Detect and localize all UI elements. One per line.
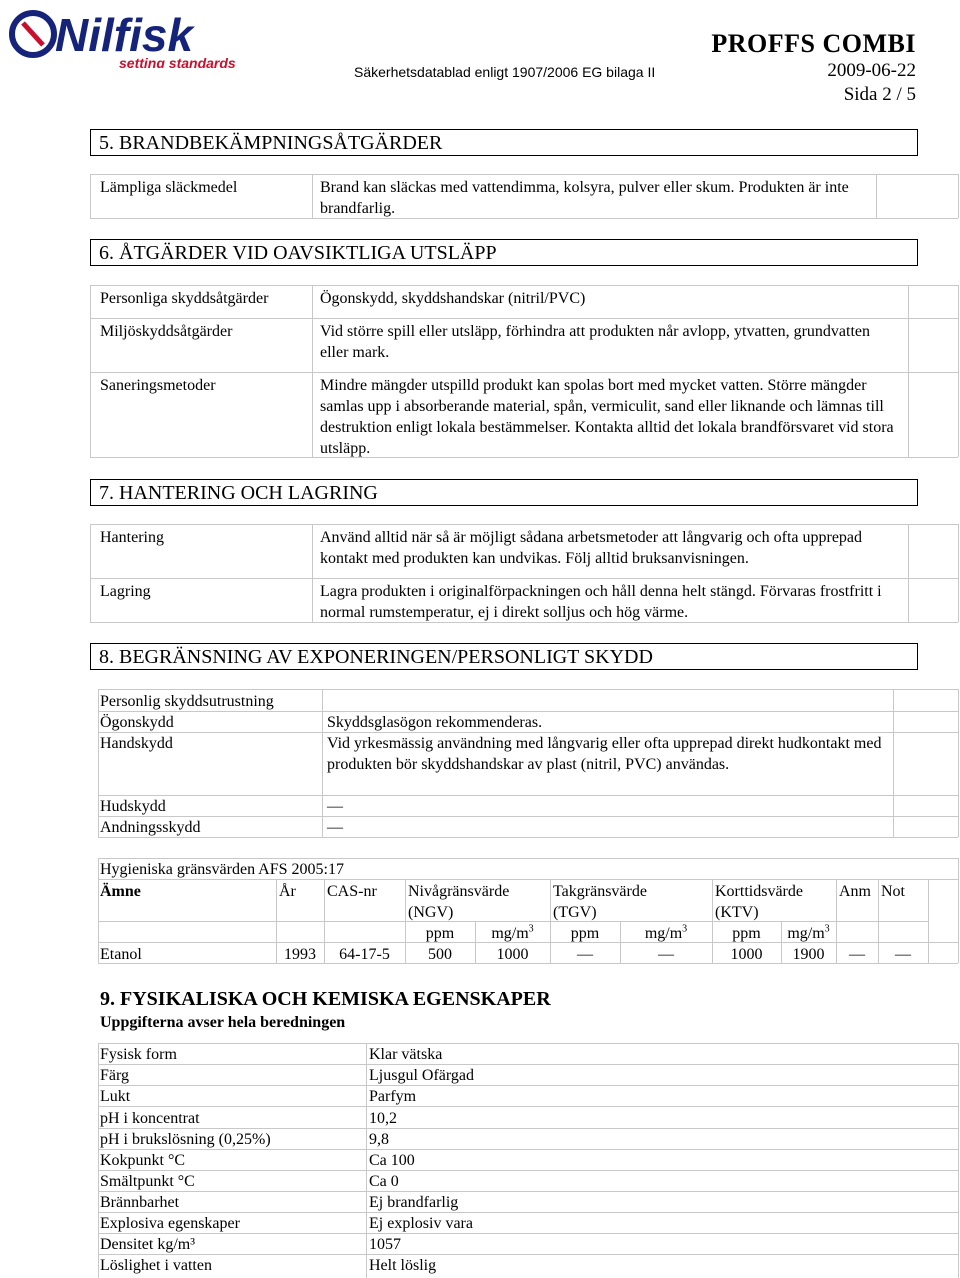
prop-label-5: pH i brukslösning (0,25%)	[100, 1131, 271, 1148]
hyg-ktv-mg: 1900	[792, 946, 825, 963]
s6-value-2: Vid större spill eller utsläpp, förhindra att produkten når avlopp, ytvatten, grundvatten eller mark.	[320, 323, 871, 361]
unit-ngv-mg: $mg/m^3$	[491, 923, 534, 942]
hyg-anm: —	[849, 946, 865, 963]
col-not: Not	[881, 883, 905, 900]
document-date: 2009-06-22	[827, 60, 916, 81]
col-ngv-2: (NGV)	[408, 904, 454, 921]
unit-ktv-ppm: ppm	[732, 925, 761, 942]
ppe-label-breathing: Andningsskydd	[100, 819, 201, 836]
s7-label-1: Hantering	[100, 529, 164, 546]
hyg-ktv-ppm: 1000	[730, 946, 763, 963]
prop-label-10: Densitet kg/m³	[100, 1236, 196, 1253]
prop-label-6: Kokpunkt °C	[100, 1152, 186, 1169]
hyg-not: —	[895, 946, 911, 963]
ppe-value-skin: —	[327, 798, 343, 815]
ppe-value-hands: Vid yrkesmässig användning med långvarig eller ofta upprepad direkt hudkontakt med produkten bör skyddshandskar av plast (nitril, PVC) användas.	[327, 735, 882, 773]
s5-label: Lämpliga släckmedel	[100, 179, 238, 196]
section-6-header: 6. ÅTGÄRDER VID OAVSIKTLIGA UTSLÄPP	[90, 239, 918, 266]
prop-value-3: Parfym	[369, 1088, 417, 1105]
prop-value-8: Ej brandfarlig	[369, 1194, 459, 1211]
s7-value-1: Använd alltid när så är möjligt sådana arbetsmetoder att långvarig och ofta upprepad kontakt med produkten kan undvikas. Följ alltid bruksanvisningen.	[320, 529, 863, 567]
hyg-tgv-ppm: —	[577, 946, 593, 963]
prop-label-4: pH i koncentrat	[100, 1110, 200, 1127]
nilfisk-logo	[5, 6, 245, 68]
unit-tgv-ppm: ppm	[570, 925, 600, 942]
prop-value-10: 1057	[369, 1236, 401, 1253]
page-number: Sida 2 / 5	[843, 84, 916, 105]
s6-label-2: Miljöskyddsåtgärder	[100, 323, 233, 340]
col-tgv-1: Takgränsvärde	[553, 883, 647, 900]
section-8-header: 8. BEGRÄNSNING AV EXPONERINGEN/PERSONLIGT SKYDD	[90, 643, 918, 670]
unit-ngv-ppm: ppm	[425, 925, 455, 942]
col-anm: Anm	[839, 883, 871, 900]
col-ar: År	[279, 883, 296, 900]
prop-value-11: Helt löslig	[369, 1257, 437, 1274]
s7-value-2: Lagra produkten i originalförpackningen och håll denna helt stängd. Förvaras frostfritt i normal rumstemperatur, ej i direkt solljus och hög värme.	[320, 583, 882, 621]
s6-value-1: Ögonskydd, skyddshandskar (nitril/PVC)	[320, 290, 586, 307]
s6-value-3: Mindre mängder utspilld produkt kan spolas bort med mycket vatten. Större mängder samlas upp i absorberande material, spån, vermiculit, sand eller liknande och lämnas till destruktion enligt lokala bestämmelser. Kontakta alltid det lokala brandförsvaret vid stora utsläpp.	[320, 377, 894, 457]
s7-label-2: Lagring	[100, 583, 151, 600]
prop-label-3: Lukt	[100, 1088, 131, 1105]
prop-value-5: 9,8	[369, 1131, 389, 1148]
section-7-header: 7. HANTERING OCH LAGRING	[90, 479, 918, 506]
col-ktv-2: (KTV)	[715, 904, 759, 921]
hyg-ngv-ppm: 500	[428, 946, 452, 963]
prop-label-8: Brännbarhet	[100, 1194, 180, 1211]
product-name: PROFFS COMBI	[711, 29, 916, 58]
prop-value-2: Ljusgul Ofärgad	[369, 1067, 475, 1084]
ppe-label-hands: Handskydd	[100, 735, 173, 752]
s6-label-3: Saneringsmetoder	[100, 377, 216, 394]
prop-label-1: Fysisk form	[100, 1046, 177, 1063]
s5-value: Brand kan släckas med vattendimma, kolsyra, pulver eller skum. Produkten är inte brandfarlig.	[320, 179, 849, 217]
unit-tgv-mg: $mg/m^3$	[644, 923, 688, 942]
col-tgv-2: (TGV)	[553, 904, 597, 921]
hyg-tgv-mg: —	[658, 946, 674, 963]
ppe-value-eyes: Skyddsglasögon rekommenderas.	[327, 714, 543, 731]
svg-text:Nilfisk: Nilfisk	[55, 9, 194, 61]
ppe-value-breathing: —	[327, 819, 343, 836]
prop-label-11: Löslighet i vatten	[100, 1257, 212, 1274]
hyg-cas: 64-17-5	[339, 946, 390, 963]
unit-ktv-mg: $mg/m^3$	[787, 923, 830, 942]
prop-value-4: 10,2	[369, 1110, 397, 1127]
hyg-substance: Etanol	[100, 946, 142, 963]
document-subtitle: Säkerhetsdatablad enligt 1907/2006 EG bilaga II	[354, 64, 656, 80]
hygiene-title: Hygieniska gränsvärden AFS 2005:17	[100, 861, 344, 878]
hyg-year: 1993	[284, 946, 316, 963]
prop-value-9: Ej explosiv vara	[369, 1215, 473, 1232]
ppe-label-skin: Hudskydd	[100, 798, 166, 815]
prop-value-6: Ca 100	[369, 1152, 415, 1169]
section-9-subtitle: Uppgifterna avser hela beredningen	[100, 1014, 346, 1031]
col-cas: CAS-nr	[327, 883, 377, 900]
col-amne: Ämne	[100, 883, 141, 900]
ppe-label-eyes: Ögonskydd	[100, 714, 174, 731]
s6-label-1: Personliga skyddsåtgärder	[100, 290, 269, 307]
prop-label-2: Färg	[100, 1067, 130, 1084]
col-ngv-1: Nivågränsvärde	[408, 883, 510, 900]
section-5-header: 5. BRANDBEKÄMPNINGSÅTGÄRDER	[90, 129, 918, 156]
section-9-header: 9. FYSIKALISKA OCH KEMISKA EGENSKAPER	[100, 988, 551, 1010]
prop-label-7: Smältpunkt °C	[100, 1173, 195, 1190]
logo-tagline: setting standards	[119, 55, 236, 68]
hyg-ngv-mg: 1000	[496, 946, 529, 963]
col-ktv-1: Korttidsvärde	[715, 883, 803, 900]
ppe-title: Personlig skyddsutrustning	[100, 693, 274, 710]
prop-value-1: Klar vätska	[369, 1046, 443, 1063]
prop-label-9: Explosiva egenskaper	[100, 1215, 240, 1232]
prop-value-7: Ca 0	[369, 1173, 399, 1190]
